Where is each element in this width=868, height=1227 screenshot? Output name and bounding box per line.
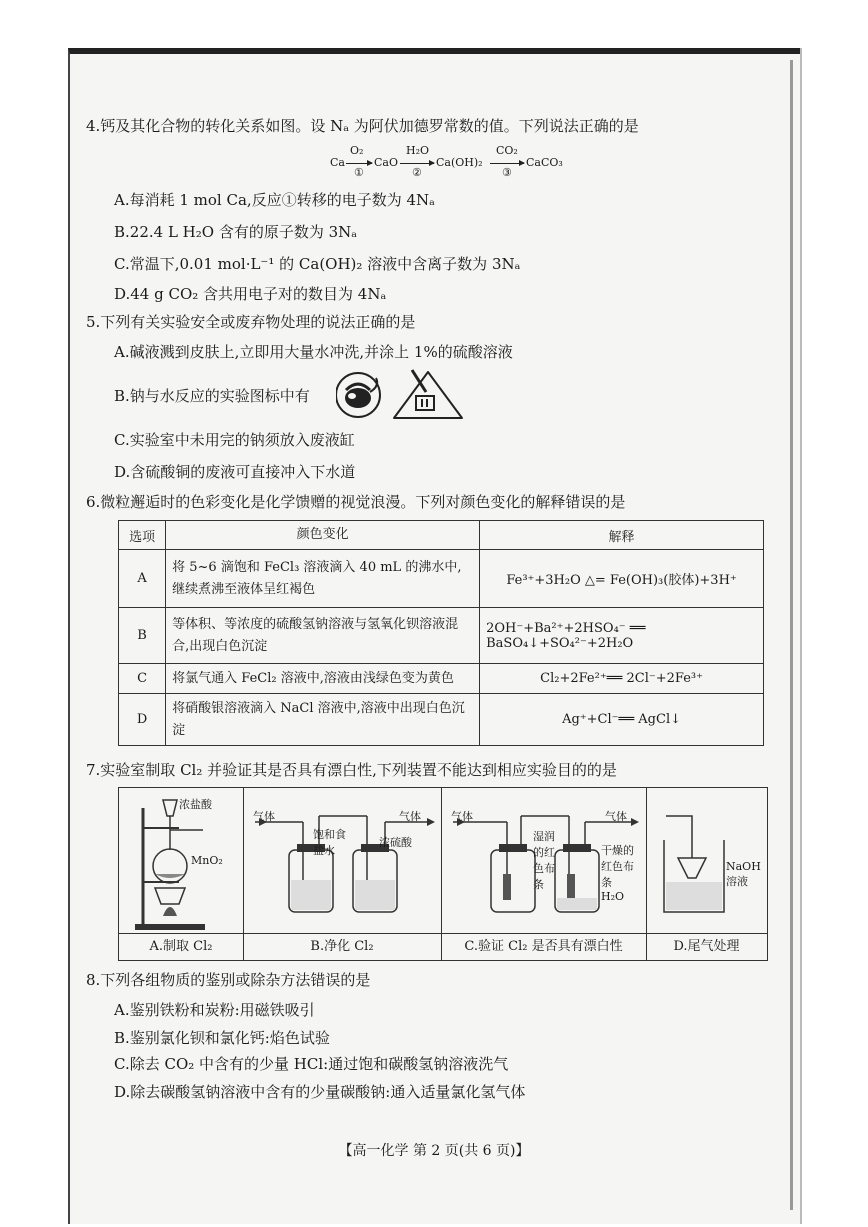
q8-option-a: A.鉴别铁粉和炭粉:用磁铁吸引 xyxy=(114,1001,315,1019)
label-h2o: H₂O xyxy=(601,890,625,903)
table-row xyxy=(119,550,764,608)
row-b-change: 等体积、等浓度的硫酸氢钠溶液与氢氧化钡溶液混合,出现白色沉淀 xyxy=(166,608,480,664)
header-option: 选项 xyxy=(119,521,166,550)
row-a-option: A xyxy=(119,550,166,608)
hazard-icons xyxy=(336,368,466,422)
label-conc-h2so4: 浓硫酸 xyxy=(379,836,412,849)
label-dry-cloth: 干燥的红色布条 xyxy=(601,844,634,889)
label-gas-out-c: 气体 xyxy=(605,810,627,823)
q4-option-b: B.22.4 L H₂O 含有的原子数为 3Nₐ xyxy=(114,223,358,241)
table-row xyxy=(119,664,764,694)
caption-d: D.尾气处理 xyxy=(646,933,767,960)
label-saturated-salt: 饱和食盐水 xyxy=(313,828,346,857)
q5-option-b: B.钠与水反应的实验图标中有 xyxy=(114,387,310,405)
label-gas-out: 气体 xyxy=(399,810,421,823)
scheme-r1-num: ① xyxy=(354,166,364,179)
row-b-option: B xyxy=(119,608,166,664)
q4-option-d: D.44 g CO₂ 含共用电子对的数目为 4Nₐ xyxy=(114,285,387,303)
row-a-change: 将 5~6 滴饱和 FeCl₃ 溶液滴入 40 mL 的沸水中,继续煮沸至液体呈红褐色 xyxy=(166,550,480,608)
header-explain: 解释 xyxy=(480,521,764,550)
label-naoh: NaOH溶液 xyxy=(726,860,761,888)
scan-edge xyxy=(790,60,793,1210)
arrow-1 xyxy=(346,163,372,164)
label-gas-in: 气体 xyxy=(253,810,275,823)
row-c-explain: Cl₂+2Fe²⁺══ 2Cl⁻+2Fe³⁺ xyxy=(480,664,764,694)
row-d-explain: Ag⁺+Cl⁻══ AgCl↓ xyxy=(480,694,764,746)
arrow-3 xyxy=(490,163,524,164)
table-header-row xyxy=(119,521,764,550)
hot-surface-icon xyxy=(336,373,380,417)
row-d-change: 将硝酸银溶液滴入 NaCl 溶液中,溶液中出现白色沉淀 xyxy=(166,694,480,746)
scheme-cao: CaO xyxy=(374,156,398,169)
q6-table xyxy=(118,520,764,746)
label-mno2: MnO₂ xyxy=(191,854,223,867)
q4-scheme xyxy=(330,142,590,178)
q8-option-b: B.鉴别氯化钡和氯化钙:焰色试验 xyxy=(114,1029,330,1047)
q5-option-a: A.碱液溅到皮肤上,立即用大量水冲洗,并涂上 1%的硫酸溶液 xyxy=(114,343,513,361)
page-footer: 【高一化学 第 2 页(共 6 页)】 xyxy=(338,1143,530,1159)
scheme-r3-num: ③ xyxy=(502,166,512,179)
q4-option-a: A.每消耗 1 mol Ca,反应①转移的电子数为 4Nₐ xyxy=(114,191,435,209)
arrow-2 xyxy=(400,163,434,164)
row-b-explain: 2OH⁻+Ba²⁺+2HSO₄⁻ ══ BaSO₄↓+SO₄²⁻+2H₂O xyxy=(480,608,764,664)
q8-option-d: D.除去碳酸氢钠溶液中含有的少量碳酸钠:通入适量氯化氢气体 xyxy=(114,1083,526,1101)
table-row xyxy=(119,608,764,664)
label-hcl: 浓盐酸 xyxy=(179,798,212,811)
caption-c: C.验证 Cl₂ 是否具有漂白性 xyxy=(441,933,646,960)
row-a-explain: Fe³⁺+3H₂O △= Fe(OH)₃(胶体)+3H⁺ xyxy=(480,550,764,608)
q6-stem: 6.微粒邂逅时的色彩变化是化学馈赠的视觉浪漫。下列对颜色变化的解释错误的是 xyxy=(86,493,626,511)
q5-option-c: C.实验室中未用完的钠须放入废液缸 xyxy=(114,431,355,449)
q7-apparatus-figure xyxy=(118,787,768,961)
apparatus-c xyxy=(441,788,647,960)
label-gas-in-c: 气体 xyxy=(451,810,473,823)
scheme-r3-top: CO₂ xyxy=(496,144,518,157)
caption-a: A.制取 Cl₂ xyxy=(119,933,243,960)
scheme-r2-top: H₂O xyxy=(406,144,430,157)
label-wet-cloth: 湿润的红色布条 xyxy=(533,830,555,891)
scheme-r1-top: O₂ xyxy=(350,144,364,157)
q5-option-d: D.含硫酸铜的废液可直接冲入下水道 xyxy=(114,463,356,481)
q5-stem: 5.下列有关实验安全或废弃物处理的说法正确的是 xyxy=(86,313,416,331)
q7-stem: 7.实验室制取 Cl₂ 并验证其是否具有漂白性,下列装置不能达到相应实验目的的是 xyxy=(86,761,617,779)
scheme-caco3: CaCO₃ xyxy=(526,156,563,169)
wash-hands-icon xyxy=(394,370,462,418)
scheme-caoh2: Ca(OH)₂ xyxy=(436,156,483,169)
apparatus-b xyxy=(243,788,442,960)
row-c-change: 将氯气通入 FeCl₂ 溶液中,溶液由浅绿色变为黄色 xyxy=(166,664,480,694)
row-c-option: C xyxy=(119,664,166,694)
row-d-option: D xyxy=(119,694,166,746)
scheme-r2-num: ② xyxy=(412,166,422,179)
header-change: 颜色变化 xyxy=(166,521,480,550)
q8-stem: 8.下列各组物质的鉴别或除杂方法错误的是 xyxy=(86,971,371,989)
apparatus-d xyxy=(646,788,767,960)
q4-option-c: C.常温下,0.01 mol·L⁻¹ 的 Ca(OH)₂ 溶液中含离子数为 3Nₐ xyxy=(114,255,521,273)
scheme-ca: Ca xyxy=(330,156,345,169)
q8-option-c: C.除去 CO₂ 中含有的少量 HCl:通过饱和碳酸氢钠溶液洗气 xyxy=(114,1055,509,1073)
apparatus-a xyxy=(119,788,244,960)
caption-b: B.净化 Cl₂ xyxy=(243,933,441,960)
table-row xyxy=(119,694,764,746)
q4-stem: 4.钙及其化合物的转化关系如图。设 Nₐ 为阿伏加德罗常数的值。下列说法正确的是 xyxy=(86,117,639,135)
